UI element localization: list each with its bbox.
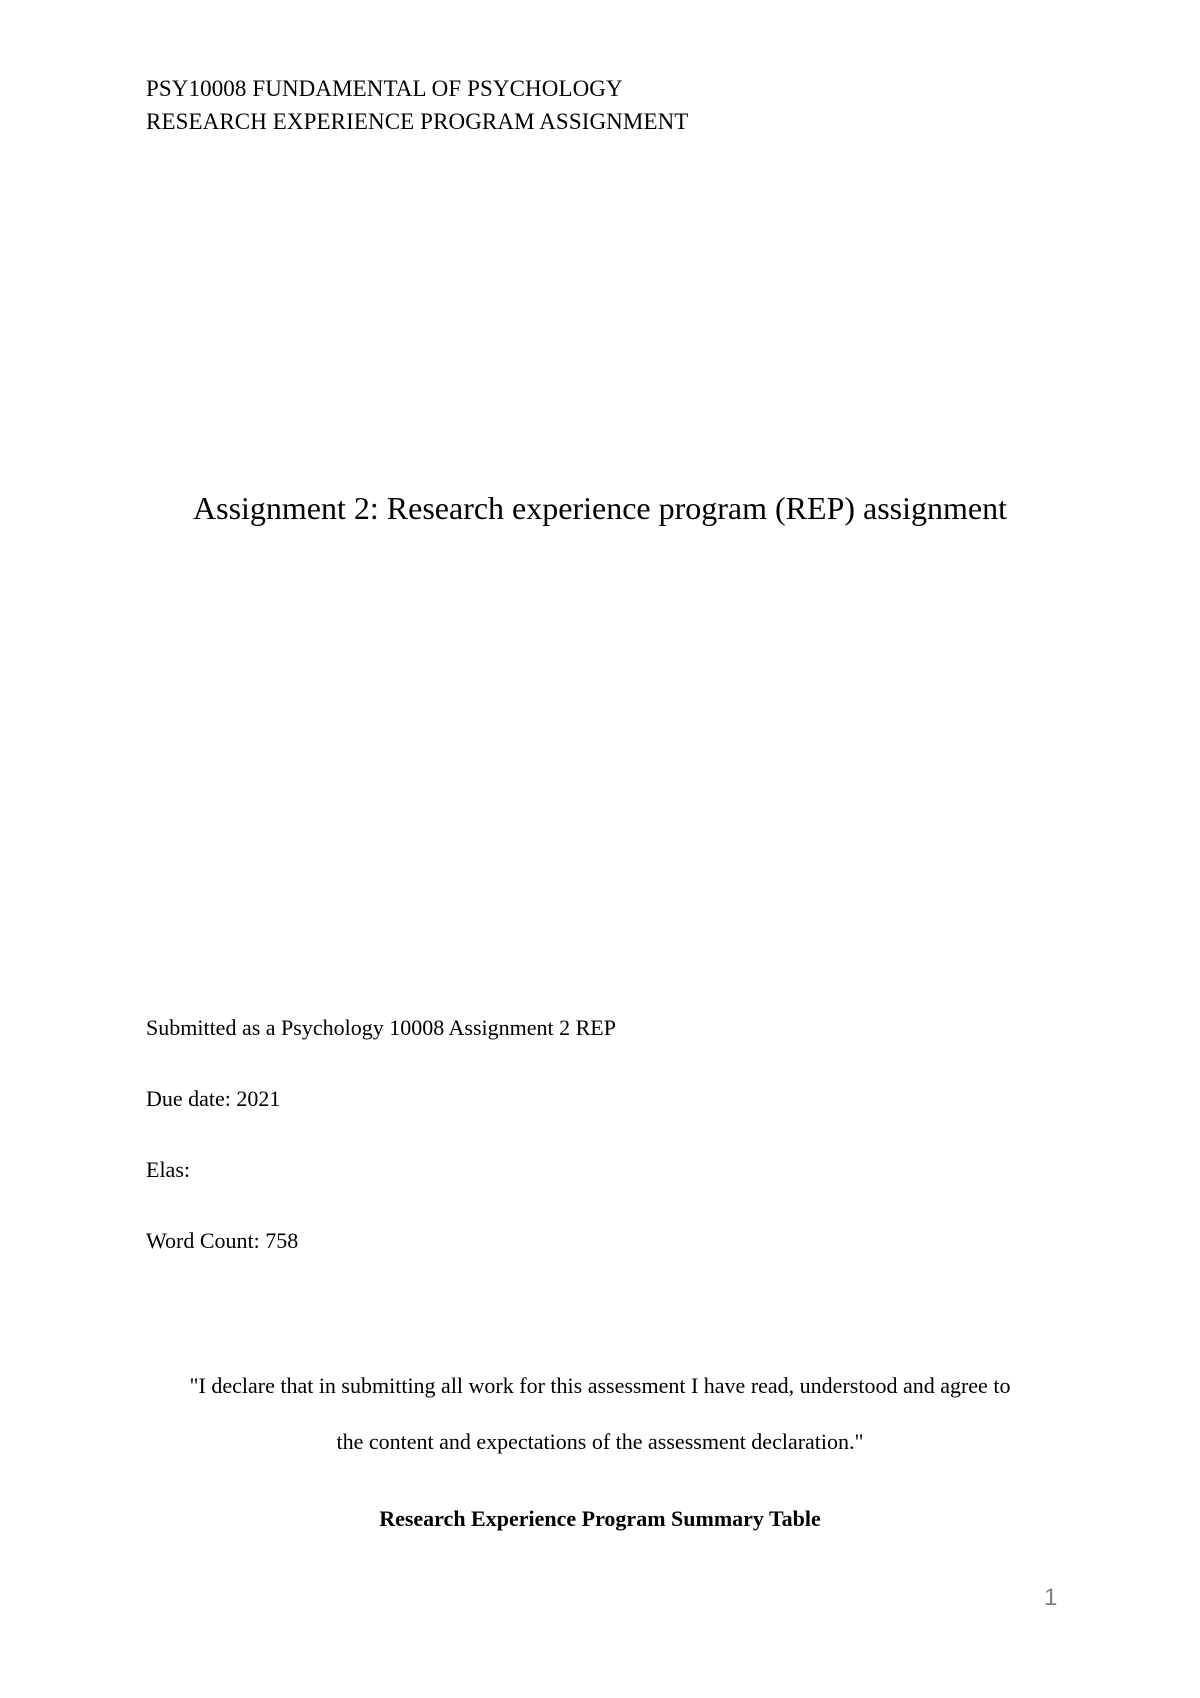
- declaration-line-1: "I declare that in submitting all work for this assessment I have read, understood and agree to: [189, 1373, 1011, 1398]
- due-date: Due date: 2021: [146, 1086, 281, 1111]
- page-number: 1: [1044, 1584, 1058, 1611]
- student-name: Elas:: [146, 1157, 190, 1182]
- word-count: Word Count: 758: [146, 1228, 299, 1253]
- course-title: PSY10008 FUNDAMENTAL OF PSYCHOLOGY: [146, 76, 623, 101]
- document-header: [146, 72, 688, 138]
- assignment-type: RESEARCH EXPERIENCE PROGRAM ASSIGNMENT: [146, 109, 689, 134]
- assignment-title: Assignment 2: Research experience program (REP) assignment: [193, 490, 1007, 526]
- declaration-line-2: the content and expectations of the assessment declaration.": [336, 1429, 864, 1454]
- submission-statement: Submitted as a Psychology 10008 Assignment 2 REP: [146, 1015, 616, 1040]
- summary-table-heading: Research Experience Program Summary Table: [379, 1506, 821, 1531]
